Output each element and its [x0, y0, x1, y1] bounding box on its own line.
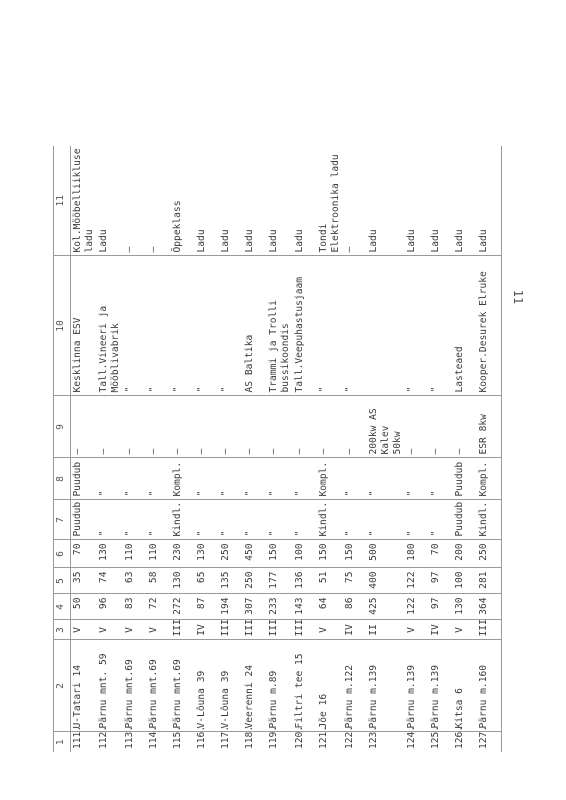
table-cell: 111. [72, 725, 83, 749]
table-cell: " [243, 458, 267, 500]
table-cell: 58 [147, 568, 171, 594]
table-cell: " [429, 500, 453, 540]
table-cell: 86 [343, 594, 367, 620]
table-cell: " [171, 256, 195, 396]
table-row [367, 146, 405, 752]
table-cell: " [405, 256, 429, 396]
column-header: 6 [54, 540, 71, 568]
table-row [477, 146, 502, 752]
table-row [267, 146, 293, 752]
table-cell: Kindl. [171, 500, 195, 540]
table-cell: V [405, 620, 429, 640]
table-row [317, 146, 343, 752]
table-cell: Pärnu mnt.69 [171, 640, 195, 732]
table-cell: 65 [195, 568, 219, 594]
table-cell: ESR 8kw [477, 396, 502, 458]
table-cell: 97 [429, 568, 453, 594]
table-cell: Kindl. [477, 500, 502, 540]
table-cell: 100 [453, 568, 477, 594]
table-cell: 64 [317, 594, 343, 620]
table-cell: " [405, 500, 429, 540]
table-cell: 200kw AS Kalev 50kw [367, 396, 405, 458]
table-cell: Pärnu m.139 [429, 640, 453, 732]
table-cell: Õppeklass [171, 146, 195, 256]
table-cell: 130 [97, 540, 123, 568]
table-cell: Pärnu m.89 [267, 640, 293, 732]
table-cell: U-Tatari 14 [71, 640, 98, 732]
column-header: 5 [54, 568, 71, 594]
table-cell: 194 [219, 594, 243, 620]
table-cell: 117. [220, 725, 231, 749]
column-header: 11 [54, 146, 71, 256]
table-cell: 123. [368, 725, 379, 749]
table-cell: — [405, 396, 429, 458]
table-cell: 87 [195, 594, 219, 620]
table-cell: — [343, 396, 367, 458]
column-header: 9 [54, 396, 71, 458]
table-cell: 83 [123, 594, 147, 620]
table-cell: 70 [429, 540, 453, 568]
table-cell: IV [195, 620, 219, 640]
table-cell: Ladu [477, 146, 502, 256]
table-cell: Kol.Mööbelliikluse ladu [71, 146, 98, 256]
table-cell: Tall.Veepuhastusjaam [293, 256, 317, 396]
table-cell: 97 [429, 594, 453, 620]
table-cell: — [317, 396, 343, 458]
table-cell: 118. [244, 725, 255, 749]
table-cell: 250 [243, 568, 267, 594]
table-cell: " [317, 256, 343, 396]
table-cell: — [343, 146, 367, 256]
table-cell: 96 [97, 594, 123, 620]
table-cell: 125. [430, 725, 441, 749]
table-cell: " [123, 458, 147, 500]
table-cell: Veerenni 24 [243, 640, 267, 732]
table-row [171, 146, 195, 752]
table-cell: 127. [477, 732, 502, 752]
table-cell: 400 [367, 568, 405, 594]
page-number: 11 [511, 289, 526, 305]
table-cell: — [429, 396, 453, 458]
table-row [219, 146, 243, 752]
table-cell: 115. [172, 725, 183, 749]
table-cell: Ladu [97, 146, 123, 256]
table-cell: " [267, 458, 293, 500]
table-cell: 122. [344, 725, 355, 749]
table-cell: " [219, 500, 243, 540]
table-cell: Ladu [405, 146, 429, 256]
column-header: 1 [54, 732, 71, 752]
table-cell: 119. [268, 725, 279, 749]
table-cell: " [123, 500, 147, 540]
table-row [429, 146, 453, 752]
table-cell: Filtri tee 15 [293, 640, 317, 732]
shelter-table-container [53, 142, 501, 752]
table-cell: " [97, 458, 123, 500]
table-cell: 50 [71, 594, 98, 620]
table-cell: III [477, 620, 502, 640]
table-cell: 450 [243, 540, 267, 568]
table-cell: 124. [406, 725, 417, 749]
table-cell: " [219, 256, 243, 396]
table-row [97, 146, 123, 752]
table-cell: 307 [243, 594, 267, 620]
table-cell: 70 [71, 540, 98, 568]
table-cell: 130 [171, 568, 195, 594]
table-cell: III [219, 620, 243, 640]
table-cell: 130 [453, 594, 477, 620]
column-header: 10 [54, 256, 71, 396]
table-cell: V [147, 620, 171, 640]
table-cell: — [147, 396, 171, 458]
table-cell: — [171, 396, 195, 458]
table-cell: " [429, 458, 453, 500]
table-cell: 74 [97, 568, 123, 594]
table-cell: 110 [123, 540, 147, 568]
column-header: 3 [54, 620, 71, 640]
table-cell: V [317, 620, 343, 640]
table-cell: Ladu [267, 146, 293, 256]
table-cell: Lasteaed [453, 256, 477, 396]
table-cell: 130 [195, 540, 219, 568]
table-row [147, 146, 171, 752]
column-header: 7 [54, 500, 71, 540]
table-cell: Trammi ja Trolli bussikoondis [267, 256, 293, 396]
table-cell: 143 [293, 594, 317, 620]
table-cell: Ladu [367, 146, 405, 256]
table-cell: Ladu [219, 146, 243, 256]
table-cell: V [97, 620, 123, 640]
table-cell [367, 256, 405, 396]
table-cell: " [195, 500, 219, 540]
table-cell: Puudub [453, 500, 477, 540]
table-cell: Tall.Vineeri ja Mööblivabrik [97, 256, 123, 396]
table-cell: II [367, 620, 405, 640]
table-cell: — [123, 396, 147, 458]
table-cell: Tondi Elektroonika ladu [317, 146, 343, 256]
table-cell: " [367, 458, 405, 500]
table-cell: " [267, 500, 293, 540]
table-cell: " [195, 458, 219, 500]
table-row [243, 146, 267, 752]
table-cell: AS Baltika [243, 256, 267, 396]
table-cell: 122 [405, 568, 429, 594]
table-cell: 35 [71, 568, 98, 594]
table-cell: 122 [405, 594, 429, 620]
table-body [71, 142, 502, 752]
table-row [71, 146, 98, 752]
table-cell: V [453, 620, 477, 640]
table-cell: 51 [317, 568, 343, 594]
table-cell: — [71, 396, 98, 458]
table-cell: 75 [343, 568, 367, 594]
table-cell: — [219, 396, 243, 458]
table-cell: Kitsa 6 [453, 640, 477, 732]
table-cell: 150 [343, 540, 367, 568]
table-cell: " [293, 458, 317, 500]
table-cell: 63 [123, 568, 147, 594]
table-cell: V [123, 620, 147, 640]
table-cell: 72 [147, 594, 171, 620]
table-cell: 136 [293, 568, 317, 594]
table-cell: " [195, 256, 219, 396]
table-cell: 180 [405, 540, 429, 568]
table-cell: III [243, 620, 267, 640]
table-cell: 116. [196, 725, 207, 749]
table-cell: — [195, 396, 219, 458]
table-cell: " [367, 500, 405, 540]
table-cell: Pärnu mnt. 59 [97, 640, 123, 732]
table-cell: 121. [318, 725, 329, 749]
table-cell: 364 [477, 594, 502, 620]
table-cell: 250 [477, 540, 502, 568]
table-cell: Kesklinna ESV [71, 256, 98, 396]
table-cell: " [243, 500, 267, 540]
table-cell: III [171, 620, 195, 640]
table-cell: Ladu [243, 146, 267, 256]
table-row [293, 146, 317, 752]
table-cell: 112. [98, 725, 109, 749]
table-cell: " [405, 458, 429, 500]
table-row [343, 146, 367, 752]
table-cell: — [147, 146, 171, 256]
table-cell: V [71, 620, 98, 640]
table-cell: 114. [148, 725, 159, 749]
table-row [195, 146, 219, 752]
table-cell: III [293, 620, 317, 640]
table-cell: " [429, 256, 453, 396]
table-cell: — [123, 146, 147, 256]
table-cell: 100 [293, 540, 317, 568]
table-cell: V-Lõuna 39 [195, 640, 219, 732]
table-row [405, 146, 429, 752]
table-cell: Kooper.Desurek Elruke [477, 256, 502, 396]
column-header: 2 [54, 640, 71, 732]
table-cell: 250 [219, 540, 243, 568]
table-cell: " [219, 458, 243, 500]
table-cell: Ladu [195, 146, 219, 256]
table-cell: " [343, 458, 367, 500]
table-cell: Pärnu mnt.69 [147, 640, 171, 732]
column-header: 4 [54, 594, 71, 620]
table-cell: Pärnu m.139 [367, 640, 405, 732]
table-cell: — [243, 396, 267, 458]
table-cell: " [293, 500, 317, 540]
table-cell: — [97, 396, 123, 458]
table-cell: — [267, 396, 293, 458]
table-cell: 120. [294, 725, 305, 749]
table-cell: Puudub [71, 458, 98, 500]
table-cell: " [343, 256, 367, 396]
shelter-table [53, 142, 502, 752]
table-cell: " [147, 500, 171, 540]
table-row [453, 146, 477, 752]
table-cell: 500 [367, 540, 405, 568]
table-cell: Kindl. [317, 500, 343, 540]
table-cell: " [123, 256, 147, 396]
table-cell: " [147, 256, 171, 396]
table-cell: Jõe 16 [317, 640, 343, 732]
table-cell: " [147, 458, 171, 500]
table-cell: Pärnu m.139 [405, 640, 429, 732]
table-cell: 272 [171, 594, 195, 620]
table-cell: 150 [267, 540, 293, 568]
table-cell: Puudub [71, 500, 98, 540]
table-cell: 126. [454, 725, 465, 749]
table-cell: V-Lõuna 39 [219, 640, 243, 732]
table-cell: 113. [124, 725, 135, 749]
table-cell: 200 [453, 540, 477, 568]
table-cell: III [267, 620, 293, 640]
table-cell: Ladu [453, 146, 477, 256]
table-row [123, 146, 147, 752]
table-cell: 135 [219, 568, 243, 594]
table-cell: IV [429, 620, 453, 640]
table-cell: Pärnu m.160 [477, 640, 502, 732]
table-cell: 233 [267, 594, 293, 620]
table-cell: 281 [477, 568, 502, 594]
table-cell: Pärnu m.122 [343, 640, 367, 732]
table-cell: — [293, 396, 317, 458]
table-cell: Kompl. [317, 458, 343, 500]
table-cell: 425 [367, 594, 405, 620]
table-cell: Ladu [293, 146, 317, 256]
table-cell: " [97, 500, 123, 540]
table-cell: 177 [267, 568, 293, 594]
table-cell: " [343, 500, 367, 540]
table-cell: IV [343, 620, 367, 640]
table-cell: Puudub [453, 458, 477, 500]
table-cell: — [453, 396, 477, 458]
table-cell: Kompl. [477, 458, 502, 500]
table-cell: 110 [147, 540, 171, 568]
table-cell: Kompl. [171, 458, 195, 500]
header-row [54, 146, 71, 752]
table-cell: Ladu [429, 146, 453, 256]
table-cell: 230 [171, 540, 195, 568]
column-header: 8 [54, 458, 71, 500]
table-cell: Pärnu mnt.69 [123, 640, 147, 732]
table-cell: 150 [317, 540, 343, 568]
